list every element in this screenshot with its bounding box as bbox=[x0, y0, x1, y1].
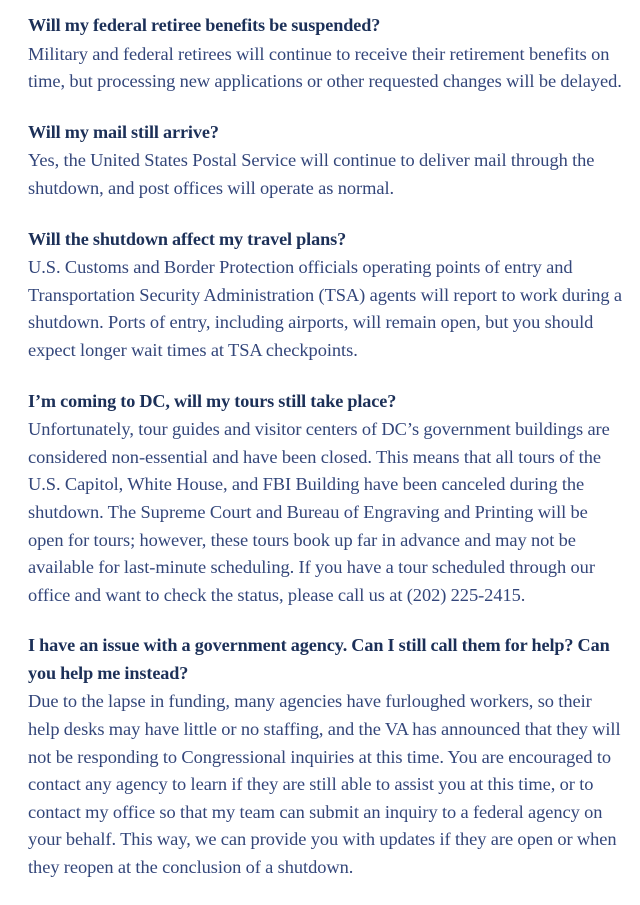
faq-section bbox=[28, 632, 626, 881]
faq-section bbox=[28, 12, 626, 96]
faq-question: Will my federal retiree benefits be suspended? bbox=[28, 15, 381, 35]
faq-answer: Yes, the United States Postal Service will continue to deliver mail through the shutdown, and post offices will operate as normal. bbox=[28, 150, 595, 198]
faq-answer: Due to the lapse in funding, many agencies have furloughed workers, so their help desks may have little or no staffing, and the VA has announced that they will not be responding to Congressional inquiries at this time. You are encouraged to contact any agency to learn if they are still able to assist you at this time, or to contact my office so that my team can submit an inquiry to a federal agency on your behalf. This way, we can provide you with updates if they are open or when they reopen at the conclusion of a shutdown. bbox=[28, 691, 621, 878]
faq-section bbox=[28, 226, 626, 365]
faq-answer: U.S. Customs and Border Protection officials operating points of entry and Transportation Security Administration (TSA) agents will report to work during a shutdown. Ports of entry, including airports, will remain open, but you should expect longer wait times at TSA checkpoints. bbox=[28, 257, 623, 360]
faq-question: I’m coming to DC, will my tours still take place? bbox=[28, 390, 397, 411]
faq-answer: Military and federal retirees will continue to receive their retirement benefits on time, but processing new applications or other requested changes will be delayed. bbox=[28, 43, 622, 92]
faq-section bbox=[28, 388, 626, 610]
faq-question: Will my mail still arrive? bbox=[28, 121, 219, 142]
faq-question: I have an issue with a government agency. Can I still call them for help? Can you help me instead? bbox=[28, 635, 610, 683]
faq-section bbox=[28, 119, 626, 203]
faq-answer: Unfortunately, tour guides and visitor centers of DC’s government buildings are considered non-essential and have been closed. This means that all tours of the U.S. Capitol, White House, and FBI Building have been canceled during the shutdown. The Supreme Court and Bureau of Engraving and Printing will be open for tours; however, these tours book up far in advance and may not be available for last-minute scheduling. If you have a tour scheduled through our office and want to check the status, please call us at (202) 225-2415. bbox=[28, 419, 610, 605]
faq-question: Will the shutdown affect my travel plans? bbox=[28, 228, 347, 249]
